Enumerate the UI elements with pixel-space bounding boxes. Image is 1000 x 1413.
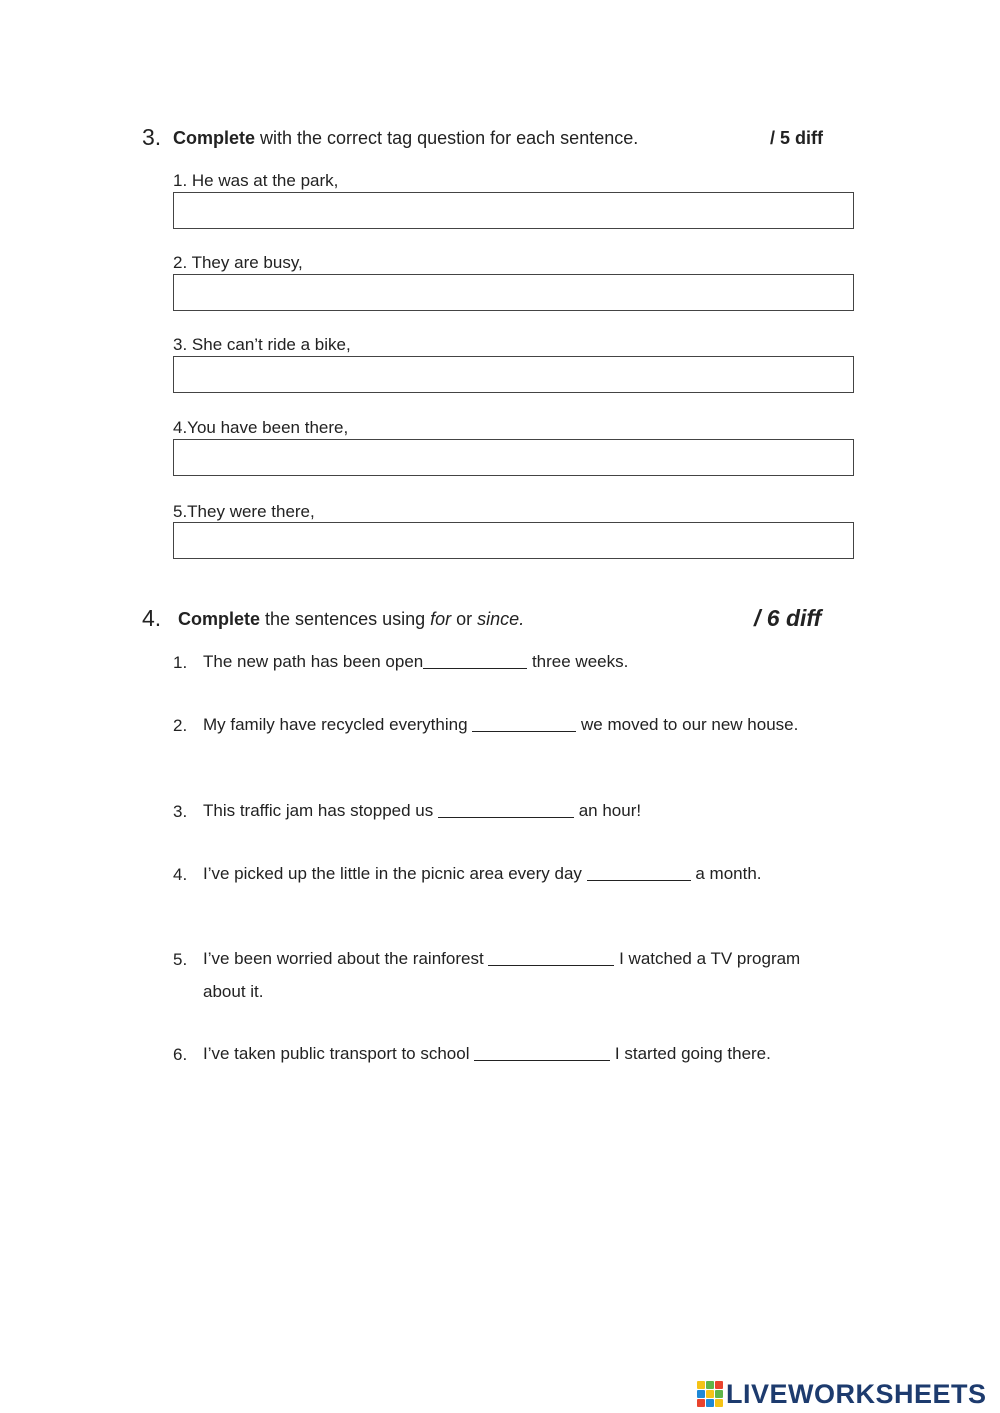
section4-number: 4. (142, 605, 162, 631)
section4-title-or: or (451, 609, 478, 629)
fill-item-5-continued: about it. (203, 982, 264, 1001)
fill-item-after-4: a month. (690, 864, 762, 883)
fill-item-after-3: an hour! (573, 801, 642, 820)
fill-blank-4[interactable] (587, 862, 691, 881)
tag-answer-box-2[interactable] (173, 274, 854, 311)
logo-mark-icon (697, 1381, 723, 1407)
fill-blank-2[interactable] (472, 713, 576, 732)
tag-answer-input-2[interactable] (174, 275, 853, 310)
fill-item-before-4: I’ve picked up the little in the picnic area every day (203, 864, 587, 883)
fill-item-number-3: 3. (173, 802, 188, 821)
fill-item-2 (203, 713, 798, 737)
tag-answer-box-4[interactable] (173, 439, 854, 476)
fill-blank-6[interactable] (474, 1042, 610, 1061)
fill-blank-input-5[interactable] (488, 949, 614, 969)
fill-item-before-5: I’ve been worried about the rainforest (203, 949, 489, 968)
section3-title-rest: with the correct tag question for each sentence. (255, 128, 639, 148)
tag-answer-input-3[interactable] (174, 357, 853, 392)
tag-prompt-3: 3. She can’t ride a bike, (173, 335, 351, 354)
tag-answer-box-5[interactable] (173, 522, 854, 559)
fill-item-before-3: This traffic jam has stopped us (203, 801, 438, 820)
tag-prompt-1: 1. He was at the park, (173, 171, 339, 190)
section3-title-bold: Complete (173, 128, 256, 148)
section4-title-bold: Complete (178, 609, 261, 629)
fill-item-number-6: 6. (173, 1045, 188, 1064)
fill-item-after-1: three weeks. (527, 652, 629, 671)
fill-blank-input-1[interactable] (423, 652, 527, 672)
section4-score: / 6 diff (754, 605, 822, 631)
fill-blank-input-3[interactable] (438, 801, 574, 821)
tag-answer-box-3[interactable] (173, 356, 854, 393)
section3-score: / 5 diff (770, 128, 823, 148)
tag-answer-input-1[interactable] (174, 193, 853, 228)
fill-item-3 (203, 799, 641, 823)
tag-answer-input-4[interactable] (174, 440, 853, 475)
fill-item-number-1: 1. (173, 653, 188, 672)
fill-item-before-6: I’ve taken public transport to school (203, 1044, 475, 1063)
section3-number: 3. (142, 124, 162, 150)
section4-title-pre: the sentences using (260, 609, 431, 629)
fill-item-after-6: I started going there. (610, 1044, 771, 1063)
fill-item-number-5: 5. (173, 950, 188, 969)
fill-blank-input-6[interactable] (474, 1044, 610, 1064)
section4-title-since: since. (477, 609, 525, 629)
fill-blank-input-2[interactable] (472, 715, 576, 735)
fill-item-number-4: 4. (173, 865, 188, 884)
fill-item-number-2: 2. (173, 716, 188, 735)
fill-item-after-2: we moved to our new house. (576, 715, 799, 734)
fill-item-5 (203, 947, 800, 971)
tag-prompt-2: 2. They are busy, (173, 253, 303, 272)
fill-blank-1[interactable] (423, 650, 527, 669)
fill-item-before-1: The new path has been open (203, 652, 424, 671)
tag-answer-box-1[interactable] (173, 192, 854, 229)
fill-blank-5[interactable] (488, 947, 614, 966)
fill-blank-input-4[interactable] (587, 864, 691, 884)
section4-title-for: for (430, 609, 452, 629)
fill-item-before-2: My family have recycled everything (203, 715, 473, 734)
fill-item-after-5: I watched a TV program (614, 949, 801, 968)
tag-prompt-5: 5.They were there, (173, 502, 315, 521)
fill-item-4 (203, 862, 762, 886)
tag-answer-input-5[interactable] (174, 523, 853, 558)
section4-title (178, 609, 524, 630)
liveworksheets-logo (697, 1376, 987, 1412)
fill-blank-3[interactable] (438, 799, 574, 818)
section3-title (173, 128, 638, 149)
fill-item-1 (203, 650, 628, 674)
tag-prompt-4: 4.You have been there, (173, 418, 349, 437)
fill-item-6 (203, 1042, 771, 1066)
logo-text: LIVEWORKSHEETS (726, 1378, 987, 1409)
